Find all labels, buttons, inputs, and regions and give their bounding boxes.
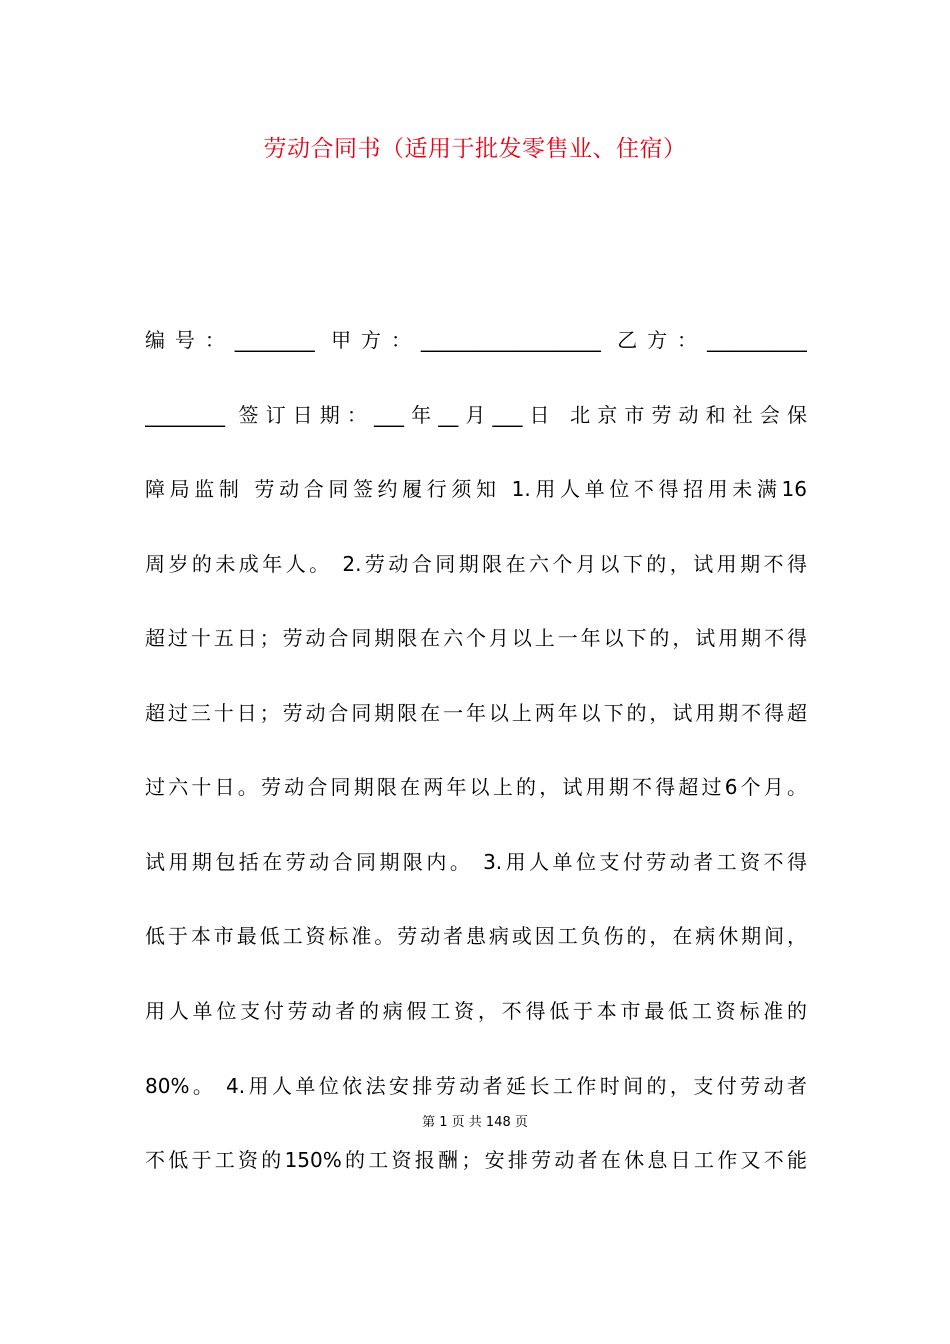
body-line: 超过三十日；劳动合同期限在一年以上两年以下的，试用期不得超: [145, 701, 807, 725]
body-line: 试用期包括在劳动合同期限内。 3.用人单位支付劳动者工资不得: [145, 850, 807, 874]
body-line: 障局监制 劳动合同签约履行须知 1.用人单位不得招用未满16: [145, 477, 807, 501]
body-line: 超过十五日；劳动合同期限在六个月以上一年以下的，试用期不得: [145, 626, 807, 650]
body-line: ________ 签订日期：___年__月___日 北京市劳动和社会保: [145, 403, 807, 427]
page-number-footer: 第 1 页 共 148 页: [422, 1115, 528, 1130]
body-line: 用人单位支付劳动者的病假工资，不得低于本市最低工资标准的: [145, 999, 807, 1023]
body-line: 不低于工资的150%的工资报酬；安排劳动者在休息日工作又不能: [145, 1148, 807, 1172]
body-line: 过六十日。劳动合同期限在两年以上的，试用期不得超过6个月。: [145, 775, 807, 799]
document-title: 劳动合同书（适用于批发零售业、住宿）: [263, 136, 687, 162]
body-line: 低于本市最低工资标准。劳动者患病或因工负伤的，在病休期间，: [145, 924, 807, 948]
body-line: 80%。 4.用人单位依法安排劳动者延长工作时间的，支付劳动者: [145, 1074, 807, 1098]
body-line: 编号：________ 甲方：__________________ 乙方：__________: [145, 328, 807, 352]
body-line: 周岁的未成年人。 2.劳动合同期限在六个月以下的，试用期不得: [145, 552, 807, 576]
